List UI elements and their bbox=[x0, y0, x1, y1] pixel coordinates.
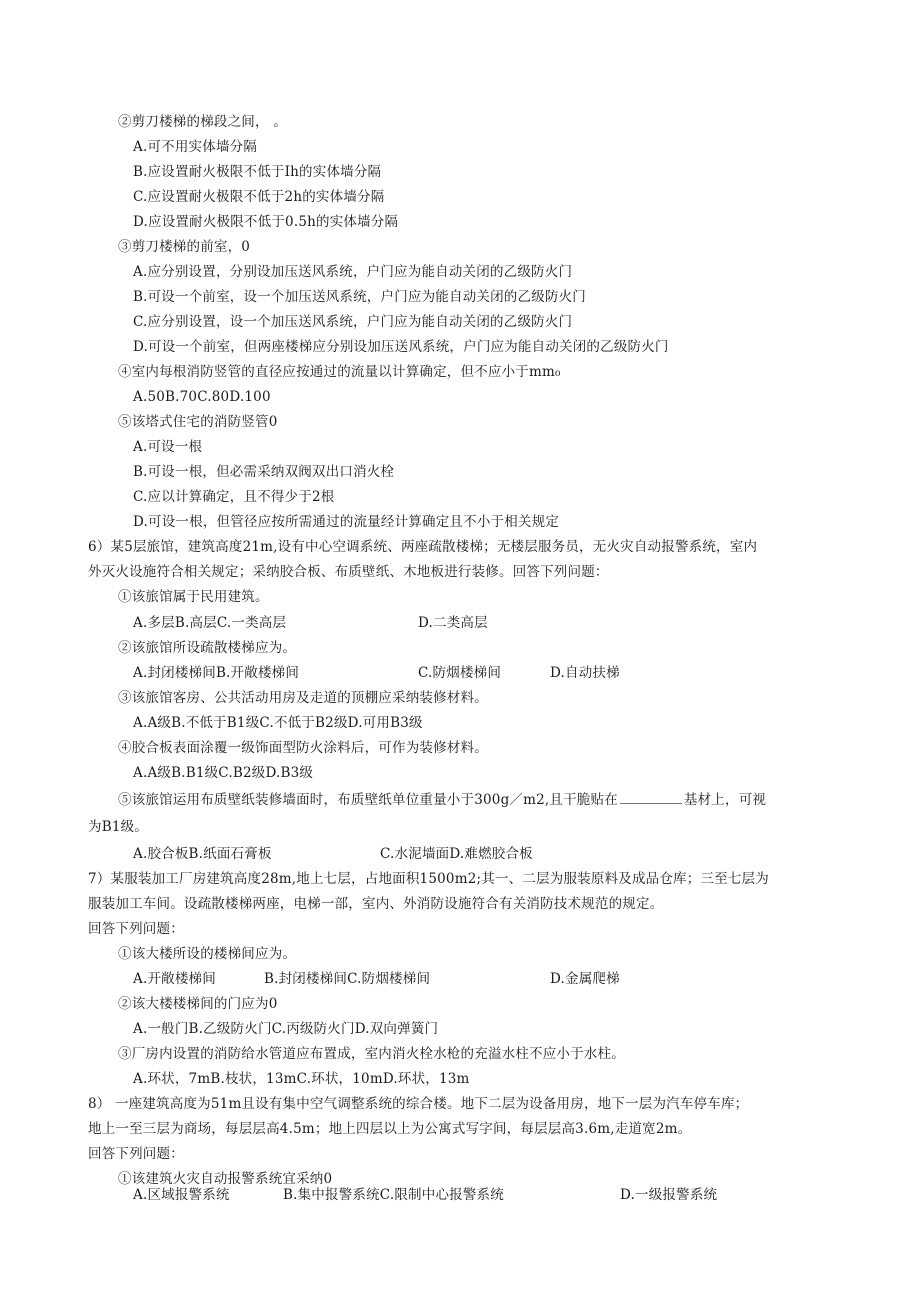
line-text: A.A级B.B1级C.B2级D.B3级 bbox=[133, 765, 314, 781]
answer-options bbox=[133, 764, 313, 782]
answer-option-tabbed: D.一级报警系统 bbox=[620, 1187, 718, 1203]
answer-option-tabbed: B.封闭楼梯间C.防烟楼梯间 bbox=[264, 971, 431, 987]
problem-continuation bbox=[88, 1145, 184, 1163]
line-text: B.可设一根，但必需采纳双阀双出口消火栓 bbox=[133, 464, 395, 480]
line-text: B.可设一个前室，设一个加压送风系统，户门应为能自动关闭的乙级防火门 bbox=[133, 289, 587, 305]
line-text: B.应设置耐火极限不低于Ih的实体墙分隔 bbox=[133, 164, 382, 180]
line-text: 回答下列问题： bbox=[88, 1146, 184, 1162]
line-text: A.一般门B.乙级防火门C.丙级防火门D.双向弹簧门 bbox=[133, 1021, 439, 1037]
line-text: 为B1级。 bbox=[88, 819, 149, 835]
answer-option-tabbed: C.水泥墙面D.难燃胶合板 bbox=[380, 846, 533, 862]
line-text: D.可设一根，但管径应按所需通过的流量经计算确定且不小于相关规定 bbox=[133, 514, 560, 530]
line-text: ①该大楼所设的楼梯间应为。 bbox=[118, 946, 297, 962]
line-text: A.50B.70C.80D.100 bbox=[133, 389, 271, 405]
line-text: A.多层B.高层C.一类高层 bbox=[133, 615, 287, 631]
answer-options bbox=[133, 388, 271, 406]
answer-options bbox=[133, 288, 586, 306]
answer-option-tabbed: B.集中报警系统C.限制中心报警系统 bbox=[283, 1187, 504, 1203]
line-text: ②该旅馆所设疏散楼梯应为。 bbox=[118, 640, 297, 656]
answer-options bbox=[133, 163, 381, 181]
line-text: A.A级B.不低于B1级C.不低于B2级D.可用B3级 bbox=[133, 715, 423, 731]
question-line bbox=[118, 588, 269, 606]
line-text: ⑤该塔式住宅的消防竖管0 bbox=[118, 414, 278, 430]
line-text: ③剪刀楼梯的前室，0 bbox=[118, 239, 251, 255]
question-line-with-blank bbox=[118, 791, 766, 809]
answer-option-tabbed: D.自动扶梯 bbox=[550, 665, 620, 681]
question-line bbox=[118, 639, 296, 657]
question-line bbox=[118, 413, 278, 431]
answer-options bbox=[133, 1020, 438, 1038]
line-text: ③厂房内设置的消防给水管道应布置成，室内消火栓水枪的充溢水柱不应小于水柱。 bbox=[118, 1046, 625, 1062]
answer-option-tabbed: C.防烟楼梯间 bbox=[418, 665, 502, 681]
problem-continuation bbox=[88, 818, 148, 836]
problem-continuation bbox=[88, 1120, 691, 1138]
line-text: A.可设一根 bbox=[133, 439, 203, 455]
question-line bbox=[118, 1045, 625, 1063]
line-text: 6）某5层旅馆，建筑高度21m,设有中心空调系统、两座疏散楼梯；无楼层服务员，无火灾自动报警系统，室内 bbox=[88, 539, 758, 555]
answer-option-tabbed: D.金属爬梯 bbox=[550, 971, 620, 987]
line-text: 服装加工车间。设疏散楼梯两座，电梯一部，室内、外消防设施符合有关消防技术规范的规定。 bbox=[88, 896, 664, 912]
line-text: ①该建筑火灾自动报警系统宜采纳0 bbox=[118, 1171, 333, 1187]
line-text: C.应分别设置，设一个加压送风系统，户门应为能自动关闭的乙级防火门 bbox=[133, 314, 573, 330]
line-text: 地上一至三层为商场，每层层高4.5m；地上四层以上为公寓式写字间，每层层高3.6m,走道宽2m。 bbox=[88, 1121, 692, 1137]
line-text: ②该大楼楼梯间的门应为0 bbox=[118, 996, 278, 1012]
line-text: 8） 一座建筑高度为51m且设有集中空气调整系统的综合楼。地下二层为设备用房，地下一层为汽车停车库； bbox=[88, 1096, 749, 1112]
line-text: ④室内每根消防竖管的直径应按通过的流量以计算确定，但不应小于mm₀ bbox=[118, 364, 561, 380]
line-text: C.应设置耐火极限不低于2h的实体墙分隔 bbox=[133, 189, 385, 205]
line-text: A.区域报警系统 bbox=[133, 1187, 230, 1203]
line-text: 回答下列问题： bbox=[88, 921, 184, 937]
question-line bbox=[118, 363, 561, 381]
answer-options bbox=[133, 338, 669, 356]
answer-options bbox=[133, 463, 394, 481]
answer-options bbox=[133, 614, 286, 632]
question-line bbox=[118, 945, 296, 963]
answer-options bbox=[133, 970, 216, 988]
answer-options bbox=[133, 188, 384, 206]
question-line bbox=[118, 995, 278, 1013]
question-line bbox=[118, 238, 250, 256]
problem-continuation bbox=[88, 920, 184, 938]
line-text-after-blank: 基材上，可视 bbox=[683, 792, 767, 808]
problem-continuation bbox=[88, 895, 663, 913]
line-text: ④胶合板表面涂覆一级饰面型防火涂料后，可作为装修材料。 bbox=[118, 740, 488, 756]
answer-options bbox=[133, 1070, 470, 1088]
problem-statement bbox=[88, 1095, 748, 1113]
answer-options bbox=[133, 313, 572, 331]
line-text: ②剪刀楼梯的梯段之间， 。 bbox=[118, 114, 287, 130]
line-text: A.环状，7mB.枝状，13mC.环状，10mD.环状，13m bbox=[133, 1071, 470, 1087]
answer-options bbox=[133, 513, 559, 531]
line-text: A.胶合板B.纸面石膏板 bbox=[133, 846, 272, 862]
line-text: D.可设一个前室，但两座楼梯应分别设加压送风系统，户门应为能自动关闭的乙级防火门 bbox=[133, 339, 669, 355]
line-text: C.应以计算确定，且不得少于2根 bbox=[133, 489, 335, 505]
problem-statement bbox=[88, 538, 757, 556]
line-text: A.封闭楼梯间B.开敞楼梯间 bbox=[133, 665, 300, 681]
line-text: ⑤该旅馆运用布质壁纸装修墙面时，布质壁纸单位重量小于300g／m2,且干脆贴在 bbox=[118, 792, 618, 808]
answer-options bbox=[133, 213, 398, 231]
answer-options bbox=[133, 438, 202, 456]
line-text: A.开敞楼梯间 bbox=[133, 971, 216, 987]
answer-options bbox=[133, 1186, 230, 1204]
question-line bbox=[118, 689, 488, 707]
answer-options bbox=[133, 664, 299, 682]
line-text: A.可不用实体墙分隔 bbox=[133, 139, 258, 155]
problem-statement bbox=[88, 870, 769, 888]
fill-in-blank bbox=[620, 791, 682, 804]
problem-continuation bbox=[88, 563, 609, 581]
line-text: ③该旅馆客房、公共活动用房及走道的顶棚应采纳装修材料。 bbox=[118, 690, 488, 706]
question-line bbox=[118, 113, 287, 131]
line-text: A.应分别设置，分别设加压送风系统，户门应为能自动关闭的乙级防火门 bbox=[133, 264, 573, 280]
line-text: ①该旅馆属于民用建筑。 bbox=[118, 589, 269, 605]
answer-options bbox=[133, 138, 257, 156]
line-text: 7）某服装加工厂房建筑高度28m,地上七层，占地面积1500m2;其一、二层为服装原料及成品仓库；三至七层为 bbox=[88, 871, 769, 887]
line-text: D.应设置耐火极限不低于0.5h的实体墙分隔 bbox=[133, 214, 399, 230]
line-text: 外灭火设施符合相关规定；采纳胶合板、布质壁纸、木地板进行装修。回答下列问题： bbox=[88, 564, 609, 580]
answer-options bbox=[133, 714, 423, 732]
answer-options bbox=[133, 263, 572, 281]
answer-options bbox=[133, 488, 334, 506]
answer-options bbox=[133, 845, 272, 863]
answer-option-tabbed: D.二类高层 bbox=[418, 615, 488, 631]
question-line bbox=[118, 739, 488, 757]
